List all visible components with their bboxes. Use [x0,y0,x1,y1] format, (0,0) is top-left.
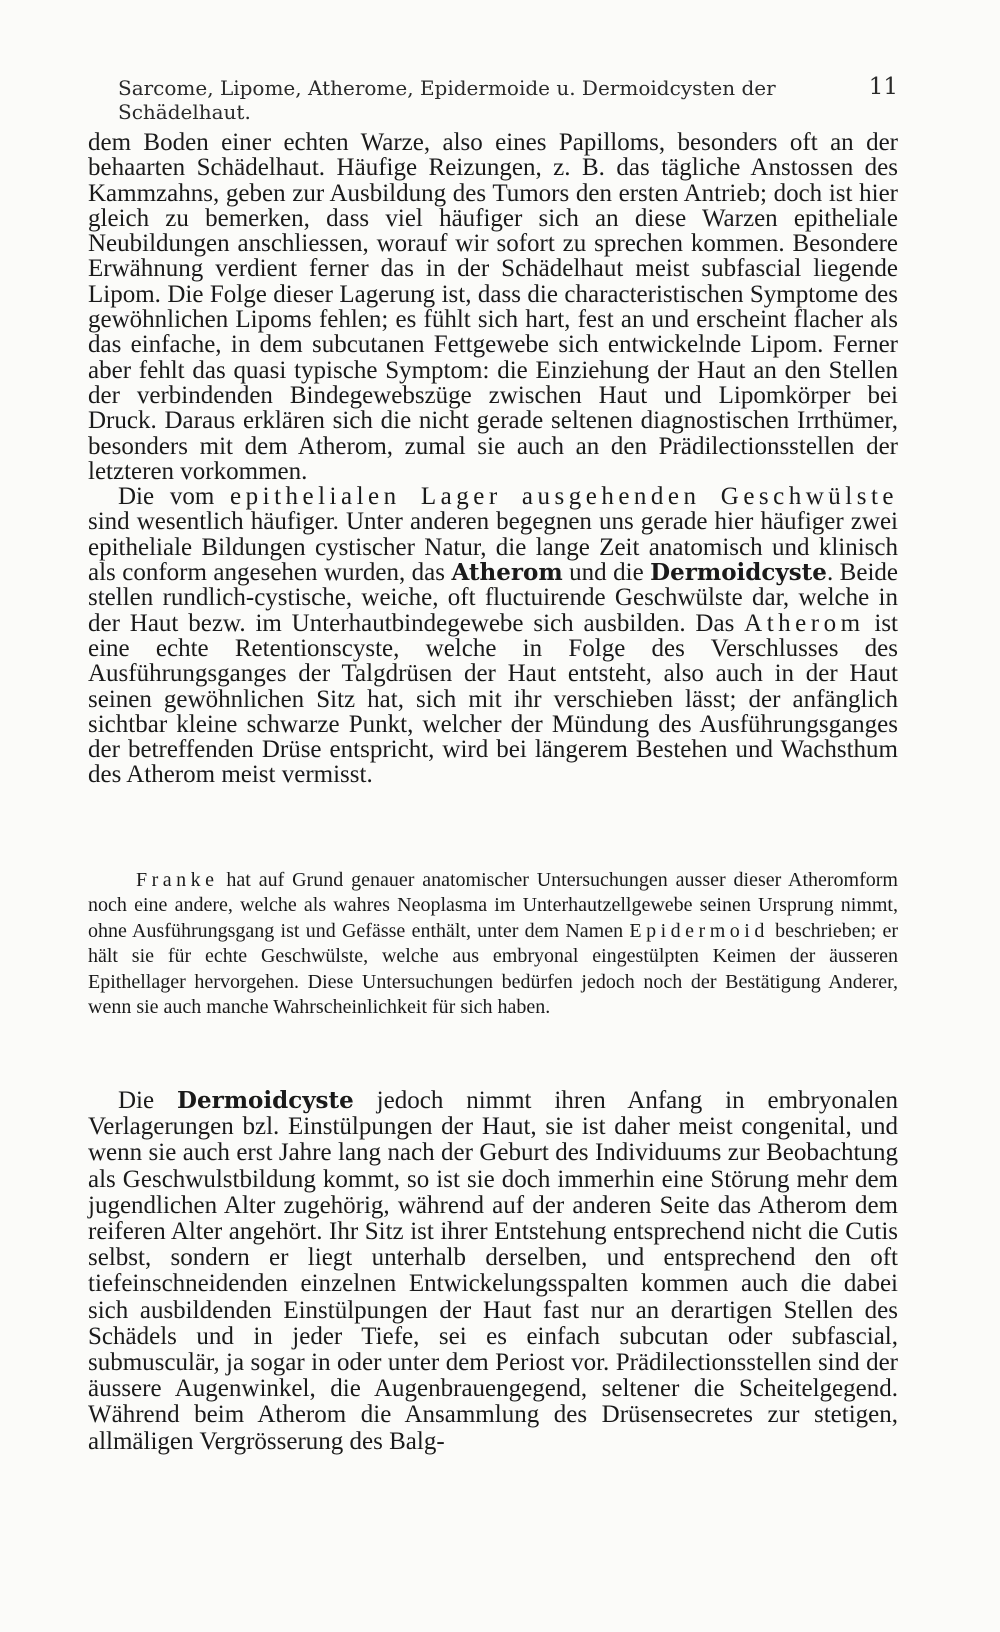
spaced-atherom: Atherom [744,609,865,637]
paragraph-lipom: dem Boden einer echten Warze, also eines Papilloms, besonders oft an der behaarten Schädelhaut. Häufige Reizungen, z. B. das tägliche Anstossen des Kammzahns, geben zur Ausbildung des Tumors den ersten Antrieb; doch ist hier gleich zu bemerken, dass viel häufiger sich an diese Warzen epitheliale Neubildungen anschliessen, worauf wir sofort zu sprechen kommen. Besondere Erwähnung verdient ferner das in der Schädelhaut meist subfascial liegende Lipom. Die Folge dieser Lagerung ist, dass die characteristischen Symptome des gewöhnlichen Lipoms fehlen; es fühlt sich hart, fest an und erscheint flacher als das einfache, in dem subcutanen Fettgewebe sich entwickelnde Lipom. Ferner aber fehlt das quasi typische Symptom: die Einziehung der Haut an den Stellen der verbindenden Bindegewebszüge zwischen Haut und Lipomkörper bei Druck. Daraus erklären sich die nicht gerade seltenen diagnostischen Irrthümer, besonders mit dem Atherom, zumal sie auch an den Prädilectionsstellen der letzteren vorkommen. [88,129,898,485]
running-title: Sarcome, Lipome, Atherome, Epidermoide u. Dermoidcysten der Schädelhaut. [118,76,776,124]
paragraph-epithelial: Die vom epithelialen Lager ausgehenden Geschwülste sind wesentlich häufiger. Unter anderen begegnen uns gerade hier häufiger zwei epitheliale Bildungen cystischer Natur, die lange Zeit anatomisch und klinisch als conform angesehen wurden, das Atherom und die Dermoidcyste. Beide stellen rundlich-cystische, weiche, oft fluctuirende Geschwülste dar, welche in der Haut bezw. im Unterhautbindegewebe sich ausbilden. Das Atherom ist eine echte Retentionscyste, welche in Folge des Verschlusses des Ausführungsganges der Talgdrüsen der Haut entsteht, also auch in der Haut seinen gewöhnlichen Sitz hat, sich mit ihr verschieben lässt; der anfänglich sichtbar kleine schwarze Punkt, welcher der Mündung des Ausführungsganges der betreffenden Drüse entspricht, wird bei längerem Bestehen und Wachsthum des Atherom meist vermisst. [88,483,899,789]
spaced-heading: epithelialen Lager ausgehenden Geschwülste [230,483,899,511]
continuation-text [88,1088,898,1455]
page-number: 11 [868,74,898,100]
term-atherom: Atherom [451,559,563,587]
paragraph-franke: Franke hat auf Grund genauer anatomischer Untersuchungen ausser dieser Atheromform noch eine andere, welche als wahres Neoplasma im Unterhautzellgewebe seinen Ursprung nimmt, ohne Ausführungsgang ist und Gefässe enthält, unter dem Namen Epidermoid beschrieben; er hält sie für echte Geschwülste, welche aus embryonal eingestülpten Keimen der äusseren Epithellager hervorgehen. Diese Untersuchungen bedürfen jedoch noch der Bestätigung Anderer, wenn sie auch manche Wahrscheinlichkeit für sich haben. [88,869,898,1019]
paragraph-dermoidcyste: Die Dermoidcyste jedoch nimmt ihren Anfang in embryonalen Verlagerungen bzl. Einstülpungen der Haut, sie ist daher meist congenital, und wenn sie auch erst Jahre lang nach der Geburt des Individuums zur Beobachtung als Geschwulstbildung kommt, so ist sie doch immerhin eine Störung mehr dem jugendlichen Alter zugehörig, während auf der anderen Seite das Atherom dem reiferen Alter angehört. Ihr Sitz ist ihrer Entstehung entsprechend nicht die Cutis selbst, sondern er liegt unterhalb derselben, und entsprechend den oft tiefeinschneidenden einzelnen Entwickelungsspalten kommen auch die dabei sich ausbildenden Einstülpungen der Haut fast nur an derartigen Stellen des Schädels und in jeder Tiefe, sei es einfach subcutan oder subfascial, submusculär, ja sogar in oder unter dem Periost vor. Prädilectionsstellen sind der äussere Augenwinkel, die Augenbrauengegend, seltener die Scheitelgegend. Während beim Atherom die Ansammlung des Drüsensecretes zur stetigen, allmäligen Vergrösserung des Balg- [88,1087,898,1455]
running-header [118,76,898,124]
term-dermoidcyste: Dermoidcyste [650,559,827,587]
term-epidermoid: Epidermoid [629,919,769,942]
term-dermoidcyste-2: Dermoidcyste [177,1087,354,1114]
main-text [88,130,898,788]
name-franke: Franke [136,869,219,891]
small-print-note [88,868,898,1020]
